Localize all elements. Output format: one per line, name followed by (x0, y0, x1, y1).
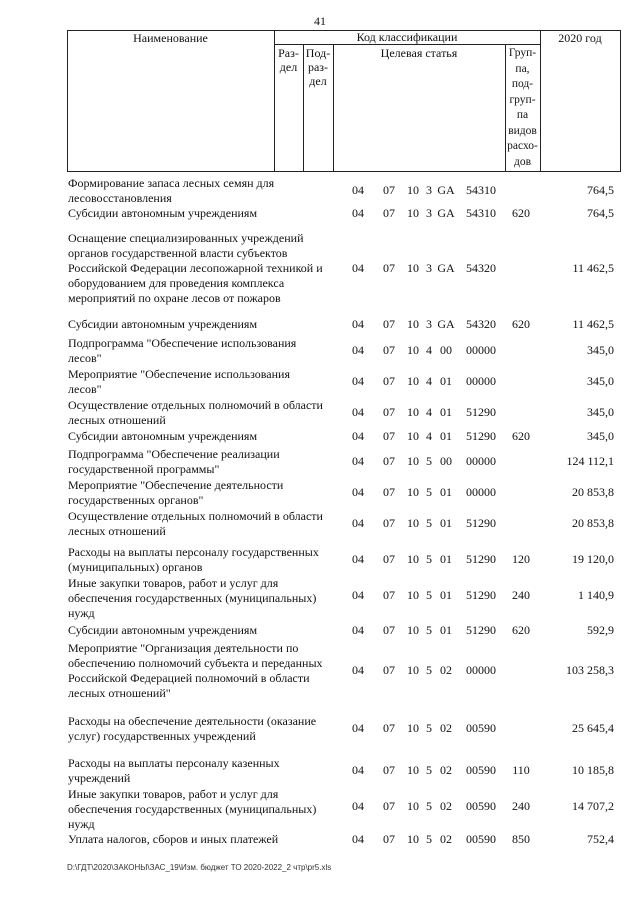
row-amount: 764,5 (587, 206, 614, 220)
row-code-t4: 00590 (466, 832, 496, 846)
row-code-t3: 01 (440, 429, 452, 443)
row-code-pr: 07 (383, 552, 395, 566)
row-name-line: Расходы на выплаты персоналу государственных (68, 545, 319, 559)
row-code-pr: 07 (383, 485, 395, 499)
row-code-t1: 10 (407, 343, 419, 357)
row-code-vr: 240 (512, 799, 530, 813)
row-name-line: (муниципальных) органов (68, 560, 203, 574)
row-code-pr: 07 (383, 261, 395, 275)
row-code-t1: 10 (407, 454, 419, 468)
row-code-rz: 04 (352, 429, 364, 443)
page-number: 41 (314, 14, 326, 28)
row-code-t1: 10 (407, 763, 419, 777)
row-code-t2: 3 (426, 206, 432, 220)
row-code-rz: 04 (352, 516, 364, 530)
row-code-t3: 00 (440, 454, 452, 468)
row-code-pr: 07 (383, 516, 395, 530)
row-code-t3: 02 (440, 763, 452, 777)
row-code-t3: 01 (440, 485, 452, 499)
row-code-t1: 10 (407, 663, 419, 677)
row-name-line: Субсидии автономным учреждениям (68, 206, 258, 220)
row-name-line: лесовосстановления (68, 191, 172, 205)
row-name-line: лесов" (68, 351, 102, 365)
row-code-vr: 850 (512, 832, 530, 846)
row-code-rz: 04 (352, 623, 364, 637)
row-name-line: Осуществление отдельных полномочий в области (68, 509, 323, 523)
row-code-t4: 00000 (466, 343, 496, 357)
row-code-t3: 01 (440, 623, 452, 637)
row-code-t3: GA (437, 183, 455, 197)
row-code-t3: GA (437, 261, 455, 275)
row-name-line: Уплата налогов, сборов и иных платежей (68, 832, 279, 846)
row-code-vr: 120 (512, 552, 530, 566)
row-code-vr: 240 (512, 588, 530, 602)
row-code-t4: 00590 (466, 721, 496, 735)
row-code-pr: 07 (383, 454, 395, 468)
row-code-pr: 07 (383, 374, 395, 388)
row-code-t1: 10 (407, 516, 419, 530)
row-code-rz: 04 (352, 663, 364, 677)
row-code-t1: 10 (407, 317, 419, 331)
row-code-rz: 04 (352, 405, 364, 419)
row-name-line: обеспечения государственных (муниципальных) (68, 591, 317, 605)
row-amount: 345,0 (587, 343, 614, 357)
row-code-t4: 54310 (466, 206, 496, 220)
row-code-rz: 04 (352, 454, 364, 468)
row-amount: 592,9 (587, 623, 614, 637)
row-code-t1: 10 (407, 721, 419, 735)
row-code-rz: 04 (352, 588, 364, 602)
row-amount: 14 707,2 (572, 799, 614, 813)
row-code-rz: 04 (352, 552, 364, 566)
row-name (68, 447, 344, 477)
row-code-rz: 04 (352, 343, 364, 357)
row-code-rz: 04 (352, 183, 364, 197)
row-amount: 764,5 (587, 183, 614, 197)
row-name (68, 429, 344, 444)
header-code: Код классификации (356, 30, 458, 44)
row-name (68, 367, 344, 397)
row-code-vr: 620 (512, 206, 530, 220)
row-code-t3: 02 (440, 721, 452, 735)
row-name (68, 317, 344, 332)
row-name-line: обеспечению полномочий субъекта и переданных (68, 656, 323, 670)
row-name (68, 545, 344, 575)
row-name (68, 398, 344, 428)
row-code-t2: 5 (426, 485, 432, 499)
row-code-vr: 620 (512, 429, 530, 443)
row-name-line: лесных отношений (68, 413, 166, 427)
row-code-t2: 5 (426, 663, 432, 677)
row-code-t2: 5 (426, 588, 432, 602)
row-name-line: Иные закупки товаров, работ и услуг для (68, 576, 279, 590)
row-code-pr: 07 (383, 343, 395, 357)
row-name-line: лесных отношений" (68, 686, 171, 700)
row-name-line: Иные закупки товаров, работ и услуг для (68, 787, 279, 801)
row-code-t1: 10 (407, 552, 419, 566)
row-name-line: оборудованием для проведения комплекса (68, 276, 285, 290)
row-code-t2: 5 (426, 623, 432, 637)
row-code-t1: 10 (407, 183, 419, 197)
row-name (68, 206, 344, 221)
row-code-t4: 00590 (466, 799, 496, 813)
row-amount: 20 853,8 (572, 485, 614, 499)
row-name-line: Подпрограмма "Обеспечение использования (68, 336, 297, 350)
row-code-t3: GA (437, 206, 455, 220)
row-code-t3: 01 (440, 374, 452, 388)
row-code-pr: 07 (383, 763, 395, 777)
row-code-vr: 110 (512, 763, 530, 777)
row-amount: 1 140,9 (578, 588, 614, 602)
header-podrazdel: Под- раз- дел (305, 46, 331, 88)
row-code-t3: 02 (440, 663, 452, 677)
row-name-line: Субсидии автономным учреждениям (68, 429, 258, 443)
table-header (67, 30, 621, 172)
row-code-t1: 10 (407, 832, 419, 846)
row-name-line: нужд (68, 817, 95, 831)
row-code-t4: 00590 (466, 763, 496, 777)
row-amount: 11 462,5 (572, 317, 614, 331)
row-code-t2: 4 (426, 405, 432, 419)
row-name-line: Расходы на выплаты персоналу казенных (68, 756, 280, 770)
row-code-t3: 01 (440, 405, 452, 419)
row-name-line: нужд (68, 606, 95, 620)
row-amount: 103 258,3 (566, 663, 614, 677)
row-code-t1: 10 (407, 206, 419, 220)
row-code-rz: 04 (352, 206, 364, 220)
file-path-footer: D:\ГДТ\2020\ЗАКОНЫ\ЗАС_19\Изм. бюджет ТО 2020-2022_2 чтр\pr5.xls (67, 863, 332, 872)
row-code-t2: 5 (426, 763, 432, 777)
row-code-t2: 3 (426, 317, 432, 331)
row-amount: 345,0 (587, 374, 614, 388)
header-year: 2020 год (558, 31, 602, 45)
row-amount: 25 645,4 (572, 721, 614, 735)
row-name-line: государственной программы" (68, 462, 220, 476)
row-code-t4: 51290 (466, 623, 496, 637)
row-name-line: обеспечения государственных (муниципальных) (68, 802, 317, 816)
row-code-t1: 10 (407, 588, 419, 602)
row-code-t3: 01 (440, 516, 452, 530)
row-name (68, 787, 344, 832)
row-amount: 345,0 (587, 429, 614, 443)
row-code-t2: 4 (426, 429, 432, 443)
row-code-t2: 5 (426, 721, 432, 735)
row-name-line: Мероприятие "Обеспечение деятельности (68, 478, 284, 492)
row-code-t4: 51290 (466, 516, 496, 530)
row-amount: 20 853,8 (572, 516, 614, 530)
row-code-t4: 00000 (466, 454, 496, 468)
row-code-t4: 54320 (466, 261, 496, 275)
row-code-t3: 01 (440, 588, 452, 602)
row-code-t4: 00000 (466, 485, 496, 499)
row-code-t4: 00000 (466, 374, 496, 388)
row-name-line: лесных отношений (68, 524, 166, 538)
row-code-pr: 07 (383, 623, 395, 637)
row-name-line: Субсидии автономным учреждениям (68, 623, 258, 637)
row-name (68, 478, 344, 508)
row-name-line: Подпрограмма "Обеспечение реализации (68, 447, 280, 461)
row-name-line: Субсидии автономным учреждениям (68, 317, 258, 331)
row-code-t2: 5 (426, 832, 432, 846)
row-code-t4: 51290 (466, 429, 496, 443)
row-code-rz: 04 (352, 485, 364, 499)
row-code-t2: 3 (426, 261, 432, 275)
row-amount: 11 462,5 (572, 261, 614, 275)
row-name (68, 714, 344, 744)
header-razdel: Раз- дел (278, 46, 299, 74)
row-amount: 10 185,8 (572, 763, 614, 777)
row-name-line: мероприятий по охране лесов от пожаров (68, 291, 281, 305)
row-code-t4: 00000 (466, 663, 496, 677)
row-code-pr: 07 (383, 663, 395, 677)
row-code-t3: 02 (440, 799, 452, 813)
row-code-t3: 01 (440, 552, 452, 566)
row-name-line: Оснащение специализированных учреждений (68, 231, 304, 245)
row-code-t3: 02 (440, 832, 452, 846)
row-name (68, 756, 344, 786)
row-name-line: Формирование запаса лесных семян для (68, 176, 275, 190)
row-code-t4: 51290 (466, 588, 496, 602)
row-code-t2: 5 (426, 516, 432, 530)
row-code-t2: 5 (426, 552, 432, 566)
row-name-line: органов государственной власти субъектов (68, 246, 288, 260)
row-code-vr: 620 (512, 317, 530, 331)
row-code-t4: 51290 (466, 552, 496, 566)
row-code-pr: 07 (383, 799, 395, 813)
row-code-t4: 51290 (466, 405, 496, 419)
row-amount: 124 112,1 (566, 454, 614, 468)
row-name-line: услуг) государственных учреждений (68, 729, 256, 743)
row-name-line: Мероприятие "Обеспечение использования (68, 367, 290, 381)
row-code-t1: 10 (407, 374, 419, 388)
row-code-vr: 620 (512, 623, 530, 637)
row-code-t1: 10 (407, 799, 419, 813)
row-code-t1: 10 (407, 485, 419, 499)
row-code-rz: 04 (352, 763, 364, 777)
row-code-t1: 10 (407, 405, 419, 419)
row-name (68, 509, 344, 539)
row-name-line: Мероприятие "Организация деятельности по (68, 641, 299, 655)
row-code-pr: 07 (383, 429, 395, 443)
header-group: Груп- па, под- груп- па видов расхо- дов (507, 47, 538, 168)
row-code-pr: 07 (383, 588, 395, 602)
row-name-line: Осуществление отдельных полномочий в области (68, 398, 323, 412)
row-code-rz: 04 (352, 832, 364, 846)
row-code-t1: 10 (407, 623, 419, 637)
row-amount: 345,0 (587, 405, 614, 419)
header-name: Наименование (133, 31, 208, 45)
row-code-t1: 10 (407, 261, 419, 275)
row-name (68, 576, 344, 621)
row-amount: 752,4 (587, 832, 614, 846)
row-name-line: учреждений (68, 771, 131, 785)
row-code-t1: 10 (407, 429, 419, 443)
row-name-line: лесов" (68, 382, 102, 396)
row-name (68, 641, 344, 701)
row-code-pr: 07 (383, 405, 395, 419)
row-name (68, 336, 344, 366)
row-code-t2: 3 (426, 183, 432, 197)
row-code-t3: GA (437, 317, 455, 331)
row-code-rz: 04 (352, 374, 364, 388)
row-amount: 19 120,0 (572, 552, 614, 566)
row-name-line: Расходы на обеспечение деятельности (оказание (68, 714, 317, 728)
row-code-t2: 5 (426, 799, 432, 813)
row-name (68, 176, 344, 206)
row-code-t3: 00 (440, 343, 452, 357)
row-name (68, 832, 344, 847)
row-code-t2: 5 (426, 454, 432, 468)
row-code-pr: 07 (383, 317, 395, 331)
row-name-line: государственных органов" (68, 493, 204, 507)
row-code-pr: 07 (383, 206, 395, 220)
row-name (68, 623, 344, 638)
row-name (68, 231, 344, 306)
row-code-rz: 04 (352, 721, 364, 735)
row-code-rz: 04 (352, 799, 364, 813)
row-code-t4: 54310 (466, 183, 496, 197)
header-target: Целевая статья (380, 46, 458, 60)
row-code-rz: 04 (352, 317, 364, 331)
row-code-rz: 04 (352, 261, 364, 275)
row-code-t4: 54320 (466, 317, 496, 331)
row-name-line: Российской Федерации лесопожарной техникой и (68, 261, 323, 275)
row-code-pr: 07 (383, 832, 395, 846)
row-code-t2: 4 (426, 343, 432, 357)
row-code-t2: 4 (426, 374, 432, 388)
row-code-pr: 07 (383, 183, 395, 197)
row-name-line: Российской Федерацией полномочий в области (68, 671, 310, 685)
row-code-pr: 07 (383, 721, 395, 735)
